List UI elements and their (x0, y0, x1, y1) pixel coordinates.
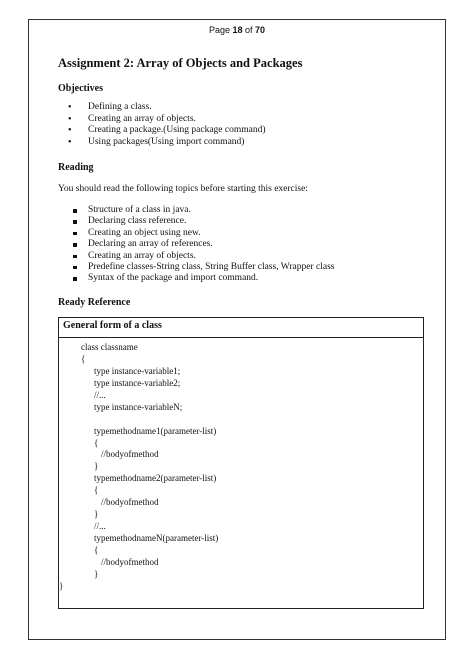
reading-item: Structure of a class in java. (73, 205, 334, 216)
code-line: { (81, 353, 86, 364)
objectives-heading: Objectives (58, 83, 103, 94)
code-line: //bodyofmethod (101, 497, 159, 508)
code-line: } (94, 461, 99, 472)
page-number: Page 18 of 70 (208, 25, 266, 35)
code-line: //... (94, 389, 106, 400)
reading-heading: Reading (58, 162, 94, 173)
code-line: } (94, 509, 99, 520)
reading-item: Syntax of the package and import command. (73, 273, 334, 284)
reading-item: Creating an array of objects. (73, 251, 334, 262)
code-line: { (94, 437, 99, 448)
code-line: type instance-variable1; (94, 365, 181, 376)
code-line: //bodyofmethod (101, 556, 159, 567)
code-line: { (94, 485, 99, 496)
code-line: { (94, 544, 99, 555)
assignment-title: Assignment 2: Array of Objects and Packages (58, 56, 303, 70)
code-line: typemethodname1(parameter-list) (94, 425, 217, 436)
ready-reference-box-title: General form of a class (59, 318, 423, 338)
ready-reference-heading: Ready Reference (58, 297, 131, 308)
code-line: } (59, 580, 64, 591)
reading-item: Predefine classes-String class, String Buffer class, Wrapper class (73, 262, 334, 273)
code-line: type instance-variableN; (94, 401, 183, 412)
objective-item: • Creating an array of objects. (68, 114, 266, 126)
code-line: } (94, 568, 99, 579)
code-line (59, 414, 423, 426)
code-line: //... (94, 521, 106, 532)
objective-item: • Creating a package.(Using package command) (68, 125, 266, 137)
objectives-list (68, 102, 266, 148)
reading-item: Declaring class reference. (73, 216, 334, 227)
reading-item: Creating an object using new. (73, 228, 334, 239)
reading-item: Declaring an array of references. (73, 239, 334, 250)
objective-item: • Defining a class. (68, 102, 266, 114)
class-code-listing (59, 342, 423, 593)
code-line: //bodyofmethod (101, 449, 159, 460)
reading-intro: You should read the following topics before starting this exercise: (58, 184, 308, 194)
code-line: typemethodnameN(parameter-list) (94, 533, 219, 543)
code-line: class classname (81, 342, 138, 352)
code-line: type instance-variable2; (94, 377, 181, 388)
ready-reference-box (58, 317, 424, 609)
reading-list (73, 205, 334, 285)
objective-item: • Using packages(Using import command) (68, 137, 266, 149)
code-line: typemethodname2(parameter-list) (94, 473, 217, 484)
